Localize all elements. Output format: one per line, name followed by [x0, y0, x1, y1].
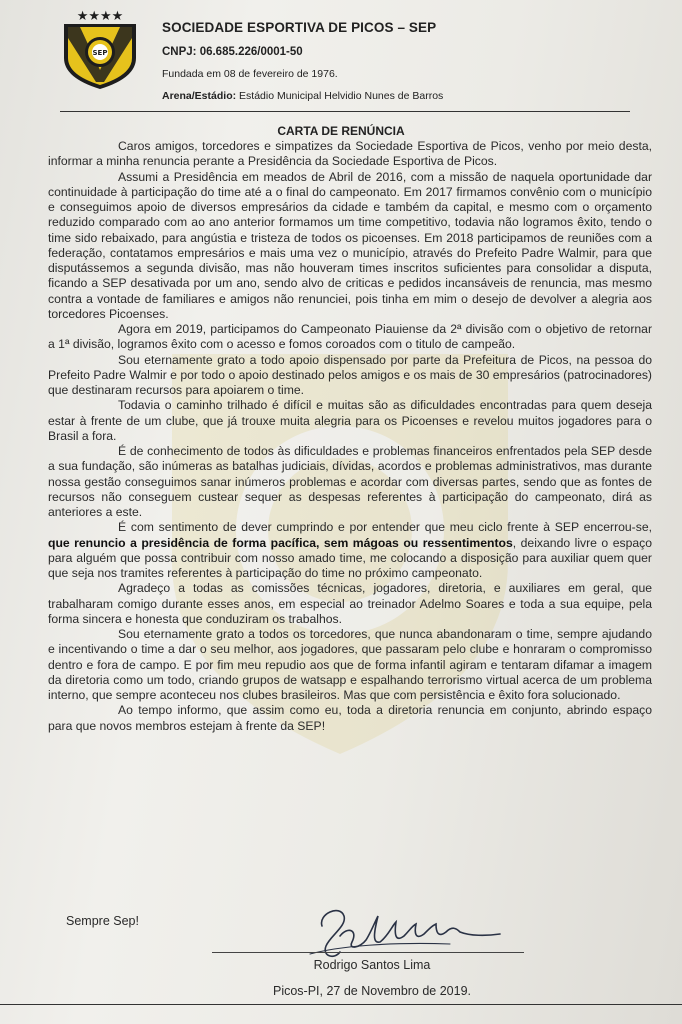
renunciation-statement: que renuncio a presidência de forma pacífica, sem mágoas ou ressentimentos: [48, 535, 513, 550]
paragraph-renunciation: [48, 520, 652, 581]
club-cnpj: CNPJ: 06.685.226/0001-50: [162, 46, 303, 58]
paragraph: Caros amigos, torcedores e simpatizes da Sociedade Esportiva de Picos, venho por meio desta, informar a minha renuncia perante a Presidência da Sociedade Esportiva de Picos.: [48, 139, 652, 169]
paragraph: Sou eternamente grato a todo apoio dispensado por parte da Prefeitura de Picos, na pessoa do Prefeito Padre Walmir e por todo o apoio destinado pelos amigos e os mais de 30 empresários (patrocinadores) que destinaram recursos para apoiarem o time.: [48, 352, 652, 397]
signature-line: [212, 952, 524, 953]
letterhead: [0, 0, 682, 115]
paragraph: É de conhecimento de todos às dificuldades e problemas financeiros enfrentados pela SEP desde a sua fundação, são inúmeras as batalhas judiciais, dívidas, acordos e problemas administrativos, mas durante nossa gestão conseguimos sanar inúmeros problemas e acordar com diversas partes, sendo que as fontes de recursos não conseguem custear sequer as despesas referentes à participação do campeonato, dirá as anteriores a este.: [48, 444, 652, 519]
para7-before: É com sentimento de dever cumprindo e por entender que meu ciclo frente à SEP encerrou-se,: [118, 520, 652, 535]
para7-after: , deixando livre o espaço para alguém que possa contribuir com nosso amado time, me colocando a disposição para auxiliar quem quer que seja nos tramites referentes à participação do time no próximo campeonato.: [48, 535, 652, 580]
signer-name: Rodrigo Santos Lima: [313, 958, 431, 972]
club-arena: [162, 90, 443, 102]
crest-stars: ★★★★: [76, 9, 124, 24]
arena-value: Estádio Municipal Helvidio Nunes de Barros: [239, 90, 444, 102]
letter-title: CARTA DE RENÚNCIA: [277, 124, 405, 138]
paragraph: Ao tempo informo, que assim como eu, toda a diretoria renuncia em conjunto, abrindo espaço para que novos membros estejam à frente da SEP!: [48, 703, 652, 733]
club-name: SOCIEDADE ESPORTIVA DE PICOS – SEP: [162, 20, 437, 35]
header-divider: [60, 111, 630, 112]
paragraph: Todavia o caminho trilhado é difícil e muitas são as dificuldades encontradas para quem deseja estar à frente de um clube, que já trouxe muita alegria para os Picoenses e revelou muitos jogadores para o Brasil a fora.: [48, 398, 652, 443]
footer-divider: [0, 1004, 682, 1005]
closing-salutation: Sempre Sep!: [66, 914, 139, 928]
club-founded: Fundada em 08 de fevereiro de 1976.: [162, 68, 338, 80]
arena-label: Arena/Estádio:: [162, 90, 237, 102]
club-crest-logo: [60, 8, 140, 90]
paragraph: Assumi a Presidência em meados de Abril de 2016, com a missão de naquela oportunidade dar continuidade à participação do time até a o final do campeonato. Em 2017 firmamos convênio com o município e conseguimos apoio de diversos empresários da cidade e também da capital, e mesmo com o orçamento reduzido comparado com ao ano anterior formamos um time competitivo, todavia não logramos êxito, tendo o time sido rebaixado, para angústia e tristeza de todos os picoenses. Em 2018 participamos de reuniões com a federação, contatamos empresários e mais uma vez o município, através do Prefeito Padre Walmir, para que disputássemos a segunda divisão, mas não houveram times inscritos suficientes para consolidar a disputa, ficando a SEP desativada por um ano, sendo alvo de criticas e pedidos incansáveis de renuncia, mas mesmo contra a vontade de familiares e amigos não renunciei, pois tinha em mim o desejo de devolver a alegria aos torcedores Picoenses.: [48, 169, 652, 321]
place-date: Picos-PI, 27 de Novembro de 2019.: [272, 984, 472, 998]
paragraph: Agradeço a todas as comissões técnicas, jogadores, diretoria, e auxiliares em geral, que trabalharam comigo durante esses anos, em especial ao treinador Adelmo Soares e toda a sua equipe, pela forma sincera e honesta que conduziram os trabalhos.: [48, 581, 652, 626]
paragraph: Sou eternamente grato a todos os torcedores, que nunca abandonaram o time, sempre ajudando e incentivando o time a dar o seu melhor, aos jogadores, que passaram pelo clube e honraram o compromisso dentro e fora de campo. E por fim meu repudio aos que de forma infantil agiram e tentaram difamar a imagem da diretoria como um todo, criando grupos de watsapp e espalhando terrorismo virtual acerca de um problema interno, que sempre aconteceu nos clubes brasileiros. Mas que com persistência e êxito fora solucionado.: [48, 627, 652, 702]
letter-body: [48, 139, 652, 734]
paragraph: Agora em 2019, participamos do Campeonato Piauiense da 2ª divisão com o objetivo de retornar a 1ª divisão, logramos êxito com o acesso e fomos coroados com o titulo de campeão.: [48, 322, 652, 352]
crest-text: SEP: [92, 49, 108, 57]
